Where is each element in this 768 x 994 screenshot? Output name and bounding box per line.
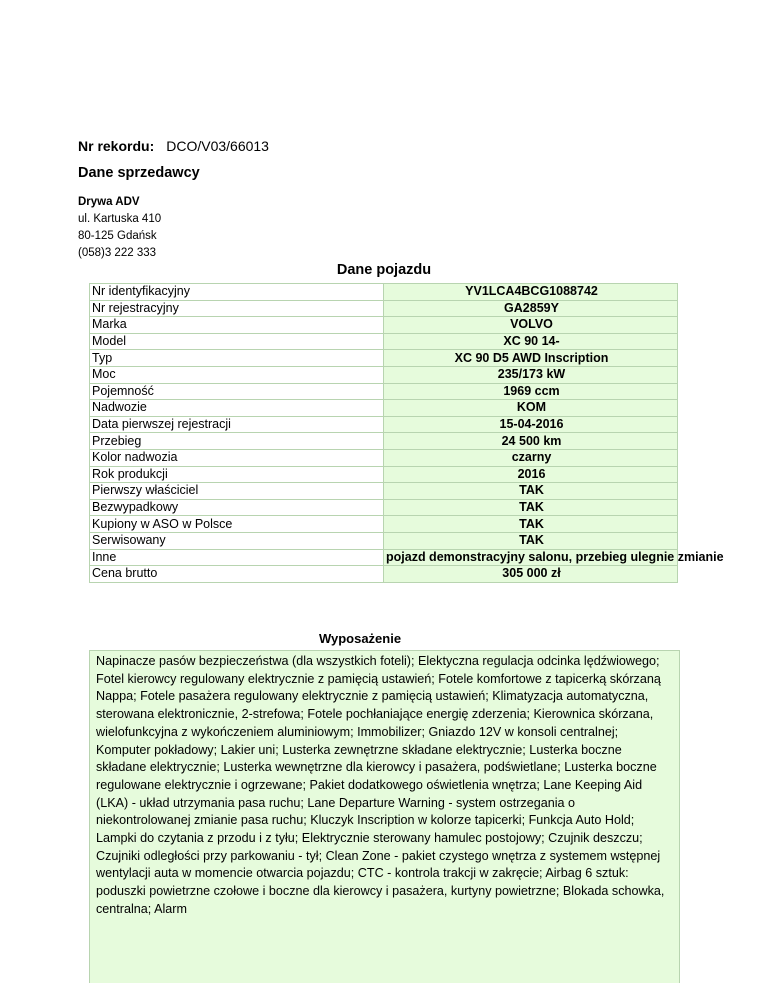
vehicle-row-value-text: TAK xyxy=(519,516,544,531)
equipment-list: Napinacze pasów bezpieczeństwa (dla wszystkich foteli); Elektyczna regulacja odcinka lędźwiowego; Fotel kierowcy regulowany elektrycznie z pamięcią ustawień; Fotele komfortowe z tapicerką skórzaną Nappa; Fotele pasażera regulowany elektrycznie z pamięcią ustawień; Klimatyzacja automatyczna, sterowana elektronicznie, 2-strefowa; Fotele pochłaniające energię zderzenia; Kierownica skórzana, wielofunkcyjna z wykończeniem aluminiowym; Immobilizer; Gniazdo 12V w konsoli centralnej; Komputer pokładowy; Lakier uni; Lusterka zewnętrzne składane elektrycznie; Lusterka boczne składane elektrycznie; Lusterka wewnętrzne dla kierowcy i pasażera, podświetlane; Lusterka boczne regulowane elektrycznie i ogrzewane; Pakiet dodatkowego oświetlenia wnętrza; Lane Keeping Aid (LKA) - układ utrzymania pasa ruchu; Lane Departure Warning - system ostrzegania o niekontrolowanej zmianie pasa ruchu; Kluczyk Inscription w kolorze tapicerki; Funkcja Auto Hold; Lampki do czytania z przodu i z tyłu; Elektrycznie sterowany hamulec postojowy; Czujnik deszczu; Czujniki odległości przy parkowaniu - tył; Clean Zone - pakiet czystego wnętrza z systemem wstępnej wentylacji auta w momencie otwarcia pojazdu; CTC - kontrola trakcji w zakręcie; Airbag 6 sztuk: poduszki powietrzne czołowe i boczne dla kierowcy i pasażera, kurtyny powietrzne; Blokada schowka, centralna; Alarm xyxy=(89,650,680,983)
vehicle-row-value xyxy=(384,284,678,301)
vehicle-row-value xyxy=(384,400,678,417)
vehicle-row xyxy=(90,483,678,500)
vehicle-row-label: Serwisowany xyxy=(90,532,384,549)
record-number xyxy=(78,138,269,154)
vehicle-row xyxy=(90,366,678,383)
vehicle-row-value-text: YV1LCA4BCG1088742 xyxy=(465,284,598,299)
vehicle-row-label: Moc xyxy=(90,366,384,383)
vehicle-row-label: Marka xyxy=(90,317,384,334)
vehicle-row xyxy=(90,433,678,450)
vehicle-row-label: Przebieg xyxy=(90,433,384,450)
vehicle-row xyxy=(90,449,678,466)
vehicle-row-label: Pierwszy właściciel xyxy=(90,483,384,500)
vehicle-row-label: Nr identyfikacyjny xyxy=(90,284,384,301)
vehicle-row-value xyxy=(384,366,678,383)
vehicle-row-value xyxy=(384,532,678,549)
record-value: DCO/V03/66013 xyxy=(166,138,269,154)
vehicle-heading: Dane pojazdu xyxy=(336,262,432,278)
vehicle-row-value xyxy=(384,449,678,466)
vehicle-row-value-text: TAK xyxy=(519,483,544,498)
seller-name: Drywa ADV xyxy=(78,196,140,208)
seller-city: 80-125 Gdańsk xyxy=(78,230,157,242)
vehicle-row-value xyxy=(384,416,678,433)
vehicle-row-label: Rok produkcji xyxy=(90,466,384,483)
vehicle-row-value-text: 1969 ccm xyxy=(503,383,560,398)
vehicle-row-value xyxy=(384,383,678,400)
vehicle-row xyxy=(90,400,678,417)
vehicle-row-value xyxy=(384,499,678,516)
vehicle-row-label: Pojemność xyxy=(90,383,384,400)
vehicle-row xyxy=(90,416,678,433)
vehicle-row-value-text: TAK xyxy=(519,500,544,515)
vehicle-row-value xyxy=(384,566,678,583)
vehicle-row-label: Data pierwszej rejestracji xyxy=(90,416,384,433)
vehicle-row-label: Kolor nadwozia xyxy=(90,449,384,466)
vehicle-row-label: Typ xyxy=(90,350,384,367)
vehicle-row-value-text: VOLVO xyxy=(510,317,553,332)
vehicle-row xyxy=(90,383,678,400)
vehicle-row-value xyxy=(384,317,678,334)
vehicle-row-value-text: TAK xyxy=(519,533,544,548)
vehicle-row-value xyxy=(384,483,678,500)
vehicle-row-value-text: 15-04-2016 xyxy=(499,417,564,432)
vehicle-row-value xyxy=(384,516,678,533)
seller-street: ul. Kartuska 410 xyxy=(78,213,162,225)
vehicle-row xyxy=(90,317,678,334)
vehicle-row-value xyxy=(384,549,724,566)
vehicle-row-label: Cena brutto xyxy=(90,566,384,583)
vehicle-row-value-text: 24 500 km xyxy=(501,433,562,448)
vehicle-row-label: Nadwozie xyxy=(90,400,384,417)
record-label: Nr rekordu: xyxy=(78,138,155,154)
vehicle-row-value-text: XC 90 D5 AWD Inscription xyxy=(454,350,609,365)
vehicle-row-value-text: 235/173 kW xyxy=(497,367,566,382)
equipment-heading: Wyposażenie xyxy=(318,631,402,646)
seller-phone: (058)3 222 333 xyxy=(78,247,157,259)
vehicle-row-value xyxy=(384,433,678,450)
vehicle-row-value xyxy=(384,333,678,350)
vehicle-row xyxy=(90,466,678,483)
vehicle-row xyxy=(90,350,678,367)
vehicle-row xyxy=(90,499,678,516)
vehicle-row-label: Inne xyxy=(90,549,384,566)
vehicle-row xyxy=(90,516,678,533)
vehicle-row-value-text: czarny xyxy=(511,450,552,465)
vehicle-row-value xyxy=(384,350,678,367)
seller-info xyxy=(78,194,161,262)
vehicle-row xyxy=(90,284,678,301)
vehicle-row-value-text: KOM xyxy=(516,400,547,415)
vehicle-row xyxy=(90,532,678,549)
vehicle-row-label: Kupiony w ASO w Polsce xyxy=(90,516,384,533)
vehicle-row-label: Bezwypadkowy xyxy=(90,499,384,516)
seller-heading: Dane sprzedawcy xyxy=(78,165,200,181)
vehicle-row-value-text: XC 90 14- xyxy=(503,334,560,349)
vehicle-row-label: Nr rejestracyjny xyxy=(90,300,384,317)
vehicle-row xyxy=(90,333,678,350)
vehicle-row-value-text: 2016 xyxy=(517,466,546,481)
vehicle-row xyxy=(90,300,678,317)
vehicle-row-value xyxy=(384,300,678,317)
vehicle-row-value-text: 305 000 zł xyxy=(502,566,561,581)
vehicle-row-label: Model xyxy=(90,333,384,350)
vehicle-row-value-text: GA2859Y xyxy=(504,300,559,315)
vehicle-row-value-text: pojazd demonstracyjny salonu, przebieg ulegnie zmianie xyxy=(386,549,724,564)
vehicle-row-value xyxy=(384,466,678,483)
vehicle-table xyxy=(89,283,724,583)
vehicle-row xyxy=(90,566,678,583)
vehicle-row xyxy=(90,549,678,566)
